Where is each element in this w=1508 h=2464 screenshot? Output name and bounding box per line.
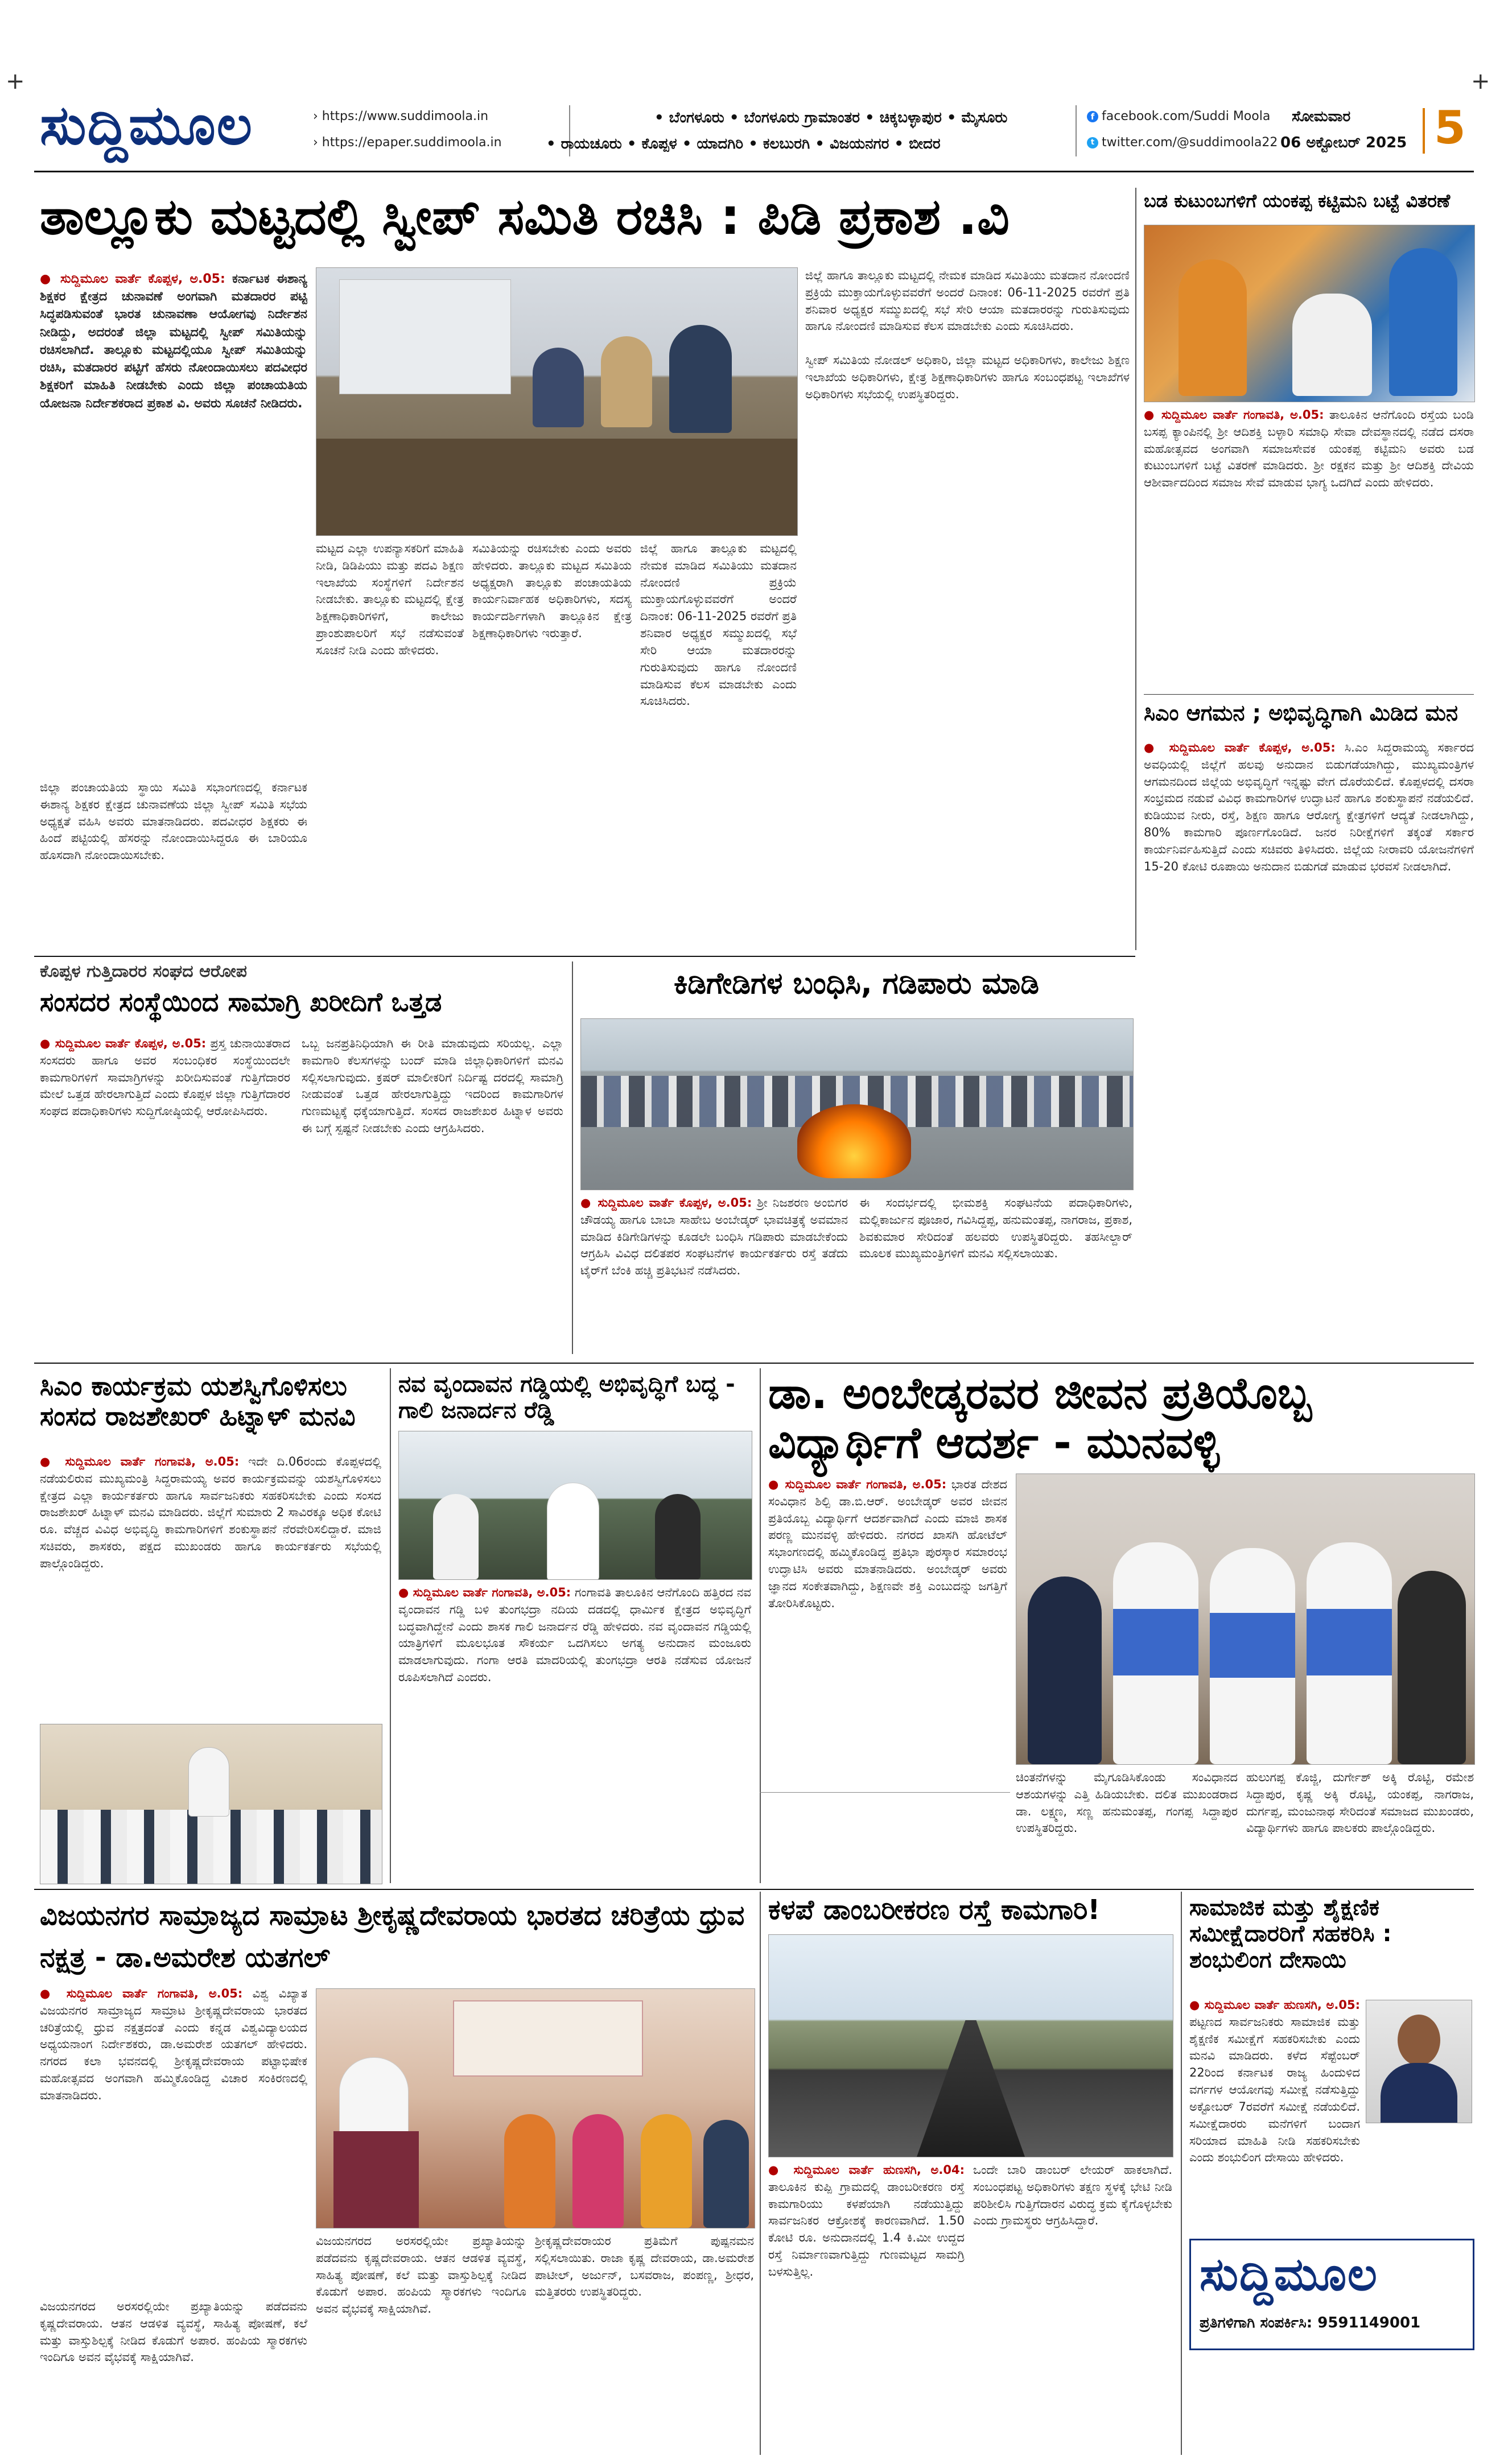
krishnadevaraya-col3: ಶ್ರೀಕೃಷ್ಣದೇವರಾಯರ ಪ್ರತಿಮೆಗೆ ಪುಷ್ಪನಮನ ಸಲ್ಲಿಸಲಾಯಿತು. ರಾಜಾ ಕೃಷ್ಣ ದೇವರಾಯ, ಡಾ.ಅಮರೇಶ ಪಾಟೀಲ್, ಅರ್ಜುನ್, ಬಸವರಾಜ, ಪಂಪಣ್ಣ, ಶ್ರೀಧರ, ಮತ್ತಿತರರು ಉಪಸ್ಥಿತರಿದ್ದರು. [535,2234,754,2299]
krishnadevaraya-photo [316,1988,755,2228]
mp-fund-dateline: ● ಸುದ್ದಿಮೂಲ ವಾರ್ತೆ ಕೊಪ್ಪಳ, ಅ.05: [40,1037,207,1050]
cities-row-1: • ಬೆಂಗಳೂರು • ಬೆಂಗಳೂರು ಗ್ರಾಮಾಂತರ • ಚಿಕ್ಕಬಳ್ಳಾಪುರ • ಮೈಸೂರು [654,109,1008,126]
subscription-ad [1189,2239,1474,2350]
protest-col2: ಈ ಸಂದರ್ಭದಲ್ಲಿ ಭೀಮಶಕ್ತಿ ಸಂಘಟನೆಯ ಪದಾಧಿಕಾರಿಗಳು, ಮಲ್ಲಿಕಾರ್ಜುನ ಪೂಜಾರ, ಗವಿಸಿದ್ದಪ್ಪ, ಹನುಮಂತಪ್ಪ, ನಾಗರಾಜ, ಪ್ರಕಾಶ, ಶಿವಕುಮಾರ ಸೇರಿದಂತೆ ಹಲವರು ಉಪಸ್ಥಿತರಿದ್ದರು. ತಹಸೀಲ್ದಾರ್ ಮೂಲಕ ಮುಖ್ಯಮಂತ್ರಿಗಳಿಗೆ ಮನವಿ ಸಲ್ಲಿಸಲಾಯಿತು. [859,1196,1132,1261]
person-silhouette [533,348,584,427]
blanket-dateline: ● ಸುದ್ದಿಮೂಲ ವಾರ್ತೆ ಗಂಗಾವತಿ, ಅ.05: [1144,408,1324,422]
vrindavan-body [398,1584,751,1883]
section-rule [34,956,1135,957]
event-banner [453,2000,643,2077]
ambedkar-headline: ಡಾ. ಅಂಬೇಡ್ಕರವರ ಜೀವನ ಪ್ರತಿಯೊಬ್ಬ ವಿದ್ಯಾರ್ಥಿಗೆ ಆದರ್ಶ - ಮುನವಳ್ಳಿ [768,1368,1312,1468]
column-divider [390,1368,391,1883]
section-rule [760,1792,1010,1793]
person-silhouette [1292,294,1372,396]
road-col1 [768,2162,965,2452]
column-divider [1135,188,1136,950]
issue-date: 06 ಅಕ್ಟೋಬರ್ 2025 [1280,134,1407,151]
sveep-col5 [805,267,1130,950]
twitter-icon: t [1087,137,1098,148]
krishnadevaraya-col1 [40,1986,307,2293]
protest-headline: ಕಿಡಿಗೇಡಿಗಳ ಬಂಧಿಸಿ, ಗಡಿಪಾರು ಮಾಡಿ [673,967,1040,1001]
protest-dateline: ● ಸುದ್ದಿಮೂಲ ವಾರ್ತೆ ಕೊಪ್ಪಳ, ಅ.05: [580,1196,752,1210]
epaper-url: https://epaper.suddimoola.in [322,135,502,150]
person-silhouette [1389,248,1457,396]
krishnadevaraya-dateline: ● ಸುದ್ದಿಮೂಲ ವಾರ್ತೆ ಗಂಗಾವತಿ, ಅ.05: [40,1987,243,2000]
road-col1-text: ತಾಲೂಕಿನ ಕುಪ್ಪಿ ಗ್ರಾಮದಲ್ಲಿ ಡಾಂಬರೀಕರಣ ರಸ್ತೆ ಕಾಮಗಾರಿಯು ಕಳಪೆಯಾಗಿ ನಡೆಯುತ್ತಿದ್ದು ಸಾರ್ವಜನಿಕರ ಆಕ್ರೋಶಕ್ಕೆ ಕಾರಣವಾಗಿದೆ. 1.50 ಕೋಟಿ ರೂ. ಅನುದಾನದಲ್ಲಿ 1.4 ಕಿ.ಮೀ ಉದ್ದದ ರಸ್ತೆ ನಿರ್ಮಾಣವಾಗುತ್ತಿದ್ದು ಗುಣಮಟ್ಟದ ಸಾಮಗ್ರಿ ಬಳಸುತ್ತಿಲ್ಲ. [768,2180,965,2279]
cm-program-body [40,1454,381,1715]
cm-visit-headline: ಸಿಎಂ ಆಗಮನ ; ಅಭಿವೃದ್ಧಿಗಾಗಿ ಮಿಡಿದ ಮನ [1144,700,1458,725]
mp-fund-headline: ಸಂಸದರ ಸಂಸ್ಥೆಯಿಂದ ಸಾಮಾಗ್ರಿ ಖರೀದಿಗೆ ಒತ್ತಡ [40,987,442,1017]
sveep-col2: ಮಟ್ಟದ ಎಲ್ಲಾ ಉಪನ್ಯಾಸಕರಿಗೆ ಮಾಹಿತಿ ನೀಡಿ, ಡಿಡಿಪಿಯು ಮತ್ತು ಪದವಿ ಶಿಕ್ಷಣ ಇಲಾಖೆಯ ಸಂಸ್ಥೆಗಳಿಗೆ ನಿರ್ದೇಶನ ನೀಡಬೇಕು. ತಾಲ್ಲೂಕು ಮಟ್ಟದಲ್ಲಿ ಕ್ಷೇತ್ರ ಶಿಕ್ಷಣಾಧಿಕಾರಿಗಳಿಗೆ, ಕಾಲೇಜು ಪ್ರಾಂಶುಪಾಲರಿಗೆ ಸಭೆ ನಡೆಸುವಂತೆ ಸೂಚನೆ ನೀಡಿ ಎಂದು ಹೇಳಿದರು. [316,542,464,657]
speaker-silhouette [188,1747,229,1817]
facebook-link[interactable] [1087,109,1270,123]
crop-mark: + [1471,68,1490,94]
road-dateline: ● ಸುದ್ದಿಮೂಲ ವಾರ್ತೆ ಹುಣಸಗಿ, ಅ.04: [768,2163,965,2177]
column-divider [760,1892,761,2455]
person-silhouette [1307,1542,1392,1764]
ambedkar-dateline: ● ಸುದ್ದಿಮೂಲ ವಾರ್ತೆ ಗಂಗಾವತಿ, ಅ.05: [768,1477,947,1491]
epaper-link[interactable]: › https://epaper.suddimoola.in [313,135,502,150]
protest-col1-text: ಶ್ರೀ ನಿಜಶರಣ ಅಂಬಿಗರ ಚೌಡಯ್ಯ ಹಾಗೂ ಬಾಬಾ ಸಾಹೇಬ ಅಂಬೇಡ್ಕರ್ ಭಾವಚಿತ್ರಕ್ಕೆ ಅವಮಾನ ಮಾಡಿದ ಕಿಡಿಗೇಡಿಗಳನ್ನು ಕೂಡಲೇ ಬಂಧಿಸಿ ಗಡಿಪಾರು ಮಾಡಬೇಕೆಂದು ಆಗ್ರಹಿಸಿ ವಿವಿಧ ದಲಿತಪರ ಸಂಘಟನೆಗಳ ಕಾರ್ಯಕರ್ತರು ರಸ್ತೆ ತಡೆದು ಟೈರ್‌ಗೆ ಬೆಂಕಿ ಹಚ್ಚಿ ಪ್ರತಿಭಟನೆ ನಡೆಸಿದರು. [580,1196,848,1278]
section-rule [34,1889,1474,1890]
protest-col1 [580,1195,848,1354]
website-url: https://www.suddimoola.in [322,109,489,123]
column-divider [760,1368,761,1883]
ambedkar-col3: ಹುಲುಗಪ್ಪ ಕೊಜ್ಜಿ, ದುರ್ಗೇಶ್ ಅಕ್ಕಿ ರೊಟ್ಟಿ, ರಮೇಶ ಸಿದ್ದಾಪುರ, ಕೃಷ್ಣ ಅಕ್ಕಿ ರೊಟ್ಟಿ, ಯಂಕಪ್ಪ, ನಾಗರಾಜ, ದುರ್ಗಪ್ಪ, ಮಂಜುನಾಥ ಸೇರಿದಂತೆ ಸಮಾಜದ ಮುಖಂಡರು, ವಿದ್ಯಾರ್ಥಿಗಳು ಹಾಗೂ ಪಾಲಕರು ಪಾಲ್ಗೊಂಡಿದ್ದರು. [1246,1770,1474,1835]
ambedkar-col2: ಚಿಂತನೆಗಳನ್ನು ಮೈಗೂಡಿಸಿಕೊಂಡು ಸಂವಿಧಾನದ ಆಶಯಗಳನ್ನು ಎತ್ತಿ ಹಿಡಿಯಬೇಕು. ದಲಿತ ಮುಖಂಡರಾದ ಡಾ. ಲಕ್ಷ್ಮಣ, ಸಣ್ಣ ಹನುಮಂತಪ್ಪ, ಗಂಗಪ್ಪ ಸಿದ್ದಾಪುರ ಉಪಸ್ಥಿತರಿದ್ದರು. [1016,1770,1238,1835]
sveep-col3: ಸಮಿತಿಯನ್ನು ರಚಿಸಬೇಕು ಎಂದು ಅವರು ಹೇಳಿದರು. ತಾಲ್ಲೂಕು ಮಟ್ಟದ ಸಮಿತಿಯ ಅಧ್ಯಕ್ಷರಾಗಿ ತಾಲ್ಲೂಕು ಪಂಚಾಯತಿಯ ಕಾರ್ಯನಿರ್ವಾಹಕ ಅಧಿಕಾರಿಗಳು, ಸದಸ್ಯ ಕಾರ್ಯದರ್ಶಿಗಳಾಗಿ ತಾಲ್ಲೂಕಿನ ಕ್ಷೇತ್ರ ಶಿಕ್ಷಣಾಧಿಕಾರಿಗಳು ಇರುತ್ತಾರೆ. [472,542,632,641]
road-col2: ಒಂದೇ ಬಾರಿ ಡಾಂಬರ್ ಲೇಯರ್ ಹಾಕಲಾಗಿದೆ. ಸಂಬಂಧಪಟ್ಟ ಅಧಿಕಾರಿಗಳು ತಕ್ಷಣ ಸ್ಥಳಕ್ಕೆ ಭೇಟಿ ನೀಡಿ ಪರಿಶೀಲಿಸಿ ಗುತ್ತಿಗೆದಾರನ ವಿರುದ್ಧ ಕ್ರಮ ಕೈಗೊಳ್ಳಬೇಕು ಎಂದು ಗ್ರಾಮಸ್ಥರು ಆಗ್ರಹಿಸಿದ್ದಾರೆ. [973,2163,1172,2228]
sveep-col5-text: ಸ್ವೀಪ್ ಸಮಿತಿಯ ನೋಡಲ್ ಅಧಿಕಾರಿ, ಜಿಲ್ಲಾ ಮಟ್ಟದ ಅಧಿಕಾರಿಗಳು, ಕಾಲೇಜು ಶಿಕ್ಷಣ ಇಲಾಖೆಯ ಅಧಿಕಾರಿಗಳು, ಕ್ಷೇತ್ರ ಶಿಕ್ಷಣಾಧಿಕಾರಿಗಳು ಹಾಗೂ ಸಂಬಂಧಪಟ್ಟ ಇಲಾಖೆಗಳ ಅಧಿಕಾರಿಗಳು ಸಭೆಯಲ್ಲಿ ಉಪಸ್ಥಿತರಿದ್ದರು. [805,353,1130,401]
page-number: 5 [1434,101,1466,154]
person-silhouette [504,2114,555,2228]
road-headline: ಕಳಪೆ ಡಾಂಬರೀಕರಣ ರಸ್ತೆ ಕಾಮಗಾರಿ! [768,1894,1101,1926]
social-headline: ಸಾಮಾಜಿಕ ಮತ್ತು ಶೈಕ್ಷಣಿಕ ಸಮೀಕ್ಷೆದಾರರಿಗೆ ಸಹಕರಿಸಿ : ಶಂಭುಲಿಂಗ ದೇಸಾಯಿ [1189,1895,1392,1973]
fire [797,1104,911,1178]
blanket-text: ತಾಲೂಕಿನ ಆನೆಗೊಂದಿ ರಸ್ತೆಯ ಬಂಡಿ ಬಸಪ್ಪ ಕ್ಯಾಂಪಿನಲ್ಲಿ ಶ್ರೀ ಆದಿಶಕ್ತಿ ಬಳ್ಳಾರಿ ಸಮಾಧಿ ಸೇವಾ ದೇವಸ್ಥಾನದಲ್ಲಿ ನಡೆದ ದಸರಾ ಮಹೋತ್ಸವದ ಅಂಗವಾಗಿ ಸಮಾಜಸೇವಕ ಯಂಕಪ್ಪ ಕಟ್ಟಿಮನಿ ಅವರು ಬಡ ಕುಟುಂಬಗಳಿಗೆ ಬಟ್ಟೆ ವಿತರಣೆ ಮಾಡಿದರು. ಶ್ರೀ ರಕ್ಷಕನ ಮತ್ತು ಶ್ರೀ ಆದಿಶಕ್ತಿ ದೇವಿಯ ಆಶೀರ್ವಾದದಿಂದ ಸಮಾಜ ಸೇವೆ ಮಾಡುವ ಭಾಗ್ಯ ಒದಗಿದೆ ಎಂದು ಹೇಳಿದರು. [1144,408,1474,490]
blanket-headline: ಬಡ ಕುಟುಂಬಗಳಿಗೆ ಯಂಕಪ್ಪ ಕಟ್ಟಿಮನಿ ಬಟ್ಟೆ ವಿತರಣೆ [1144,190,1451,212]
protest-photo [580,1018,1134,1190]
social-portrait [1366,2000,1472,2123]
audience [40,1810,382,1884]
portrait-face [1398,2015,1440,2066]
krishnadevaraya-headline: ವಿಜಯನಗರ ಸಾಮ್ರಾಜ್ಯದ ಸಾಮ್ರಾಟ ಶ್ರೀಕೃಷ್ಣದೇವರಾಯ ಭಾರತದ ಚರಿತ್ರೆಯ ಧ್ರುವ ನಕ್ಷತ್ರ - ಡಾ.ಅಮರೇಶ ಯತಗಲ್ [40,1900,745,1974]
crop-mark: + [6,68,25,94]
sveep-headline: ತಾಲ್ಲೂಕು ಮಟ್ಟದಲ್ಲಿ ಸ್ವೀಪ್ ಸಮಿತಿ ರಚಿಸಿ : ಪಿಡಿ ಪ್ರಕಾಶ .ವಿ [40,187,1010,246]
page-number-divider [1423,108,1425,154]
mp-fund-col1 [40,1035,290,1354]
ambedkar-col1-text: ಭಾರತ ದೇಶದ ಸಂವಿಧಾನ ಶಿಲ್ಪಿ ಡಾ.ಬಿ.ಆರ್. ಅಂಬೇಡ್ಕರ್ ಅವರ ಜೀವನ ಪ್ರತಿಯೊಬ್ಬ ವಿದ್ಯಾರ್ಥಿಗೆ ಆದರ್ಶವಾಗಿದೆ ಎಂದು ಮಾಜಿ ಶಾಸಕ ಪರಣ್ಣ ಮುನವಳ್ಳಿ ಹೇಳಿದರು. ನಗರದ ಖಾಸಗಿ ಹೋಟೆಲ್ ಸಭಾಂಗಣದಲ್ಲಿ ಹಮ್ಮಿಕೊಂಡಿದ್ದ ಪ್ರತಿಭಾ ಪುರಸ್ಕಾರ ಸಮಾರಂಭ ಉದ್ಘಾಟಿಸಿ ಅವರು ಮಾತನಾಡಿದರು. ಅಂಬೇಡ್ಕರ್ ಅವರು ಜ್ಞಾನದ ಸಂಕೇತವಾಗಿದ್ದು, ಶಿಕ್ಷಣವೇ ಶಕ್ತಿ ಎಂಬುದನ್ನು ಜಗತ್ತಿಗೆ ತೋರಿಸಿಕೊಟ್ಟರು. [768,1477,1007,1610]
sveep-lead [40,270,307,777]
masthead-rule [34,171,1474,172]
person-silhouette [641,2114,692,2228]
facebook-handle: facebook.com/Suddi Moola [1102,109,1271,123]
cm-visit-text: ಸಿ.ಎಂ ಸಿದ್ದರಾಮಯ್ಯ ಸರ್ಕಾರದ ಅವಧಿಯಲ್ಲಿ ಜಿಲ್ಲೆಗೆ ಹಲವು ಅನುದಾನ ಬಿಡುಗಡೆಯಾಗಿದ್ದು, ಮುಖ್ಯಮಂತ್ರಿಗಳ ಆಗಮನದಿಂದ ಜಿಲ್ಲೆಯ ಅಭಿವೃದ್ಧಿಗೆ ಇನ್ನಷ್ಟು ವೇಗ ದೊರೆಯಲಿದೆ. ಕೊಪ್ಪಳದಲ್ಲಿ ದಸರಾ ಸಂಭ್ರಮದ ನಡುವೆ ವಿವಿಧ ಕಾಮಗಾರಿಗಳ ಉದ್ಘಾಟನೆ ಹಾಗೂ ಶಂಕುಸ್ಥಾಪನೆ ನಡೆಯಲಿದೆ. ಕುಡಿಯುವ ನೀರು, ರಸ್ತೆ, ಶಿಕ್ಷಣ ಹಾಗೂ ಆರೋಗ್ಯ ಕ್ಷೇತ್ರಗಳಿಗೆ ಆದ್ಯತೆ ನೀಡಲಾಗಿದ್ದು, 80% ಕಾಮಗಾರಿ ಪೂರ್ಣಗೊಂಡಿದೆ. ಜನರ ನಿರೀಕ್ಷೆಗಳಿಗೆ ತಕ್ಕಂತೆ ಸರ್ಕಾರ ಕಾರ್ಯನಿರ್ವಹಿಸುತ್ತಿದೆ ಎಂದು ಸಚಿವರು ತಿಳಿಸಿದರು. ಜಿಲ್ಲೆಯ ನೀರಾವರಿ ಯೋಜನೆಗಳಿಗೆ 15-20 ಕೋಟಿ ರೂಪಾಯಿ ಅನುದಾನ ಬಿಡುಗಡೆ ಮಾಡುವ ಭರವಸೆ ನೀಡಲಾಗಿದೆ. [1144,741,1474,873]
vrindavan-photo [398,1431,752,1580]
sveep-lead-text: ಕರ್ನಾಟಕ ಈಶಾನ್ಯ ಶಿಕ್ಷಕರ ಕ್ಷೇತ್ರದ ಚುನಾವಣೆ ಅಂಗವಾಗಿ ಮತದಾರರ ಪಟ್ಟಿ ಸಿದ್ಧಪಡಿಸುವಂತೆ ಭಾರತ ಚುನಾವಣಾ ಆಯೋಗವು ನಿರ್ದೇಶನ ನೀಡಿದ್ದು, ಅದರಂತೆ ಜಿಲ್ಲಾ ಮಟ್ಟದಲ್ಲಿ ಸ್ವೀಪ್ ಸಮಿತಿಯನ್ನು ರಚಿಸಲಾಗಿದೆ. ತಾಲ್ಲೂಕು ಮಟ್ಟದಲ್ಲಿಯೂ ಸ್ವೀಪ್ ಸಮಿತಿಯನ್ನು ರಚಿಸಿ, ಮತದಾರರ ಪಟ್ಟಿಗೆ ಹೆಸರು ನೋಂದಾಯಿಸಲು ಪದವೀಧರ ಶಿಕ್ಷಕರಿಗೆ ಮಾಹಿತಿ ನೀಡಬೇಕು ಎಂದು ಜಿಲ್ಲಾ ಪಂಚಾಯತಿಯ ಯೋಜನಾ ನಿರ್ದೇಶಕರಾದ ಪ್ರಕಾಶ ವಿ. ಅವರು ಸೂಚನೆ ನೀಡಿದರು. [40,272,307,411]
krishnadevaraya-col2: ವಿಜಯನಗರದ ಅರಸರಲ್ಲಿಯೇ ಪ್ರಖ್ಯಾತಿಯನ್ನು ಪಡೆದವನು ಕೃಷ್ಣದೇವರಾಯ. ಆತನ ಆಡಳಿತ ವ್ಯವಸ್ಥೆ, ಸಾಹಿತ್ಯ ಪೋಷಣೆ, ಕಲೆ ಮತ್ತು ವಾಸ್ತುಶಿಲ್ಪಕ್ಕೆ ನೀಡಿದ ಕೊಡುಗೆ ಅಪಾರ. ಹಂಪಿಯ ಸ್ಮಾರಕಗಳು ಇಂದಿಗೂ ಅವನ ವೈಭವಕ್ಕೆ ಸಾಕ್ಷಿಯಾಗಿವೆ. [316,2234,526,2316]
sveep-col1: ಜಿಲ್ಲಾ ಪಂಚಾಯತಿಯ ಸ್ಥಾಯಿ ಸಮಿತಿ ಸಭಾಂಗಣದಲ್ಲಿ ಕರ್ನಾಟಕ ಈಶಾನ್ಯ ಶಿಕ್ಷಕರ ಕ್ಷೇತ್ರದ ಚುನಾವಣೆಯ ಜಿಲ್ಲಾ ಸ್ವೀಪ್ ಸಮಿತಿ ಸಭೆಯ ಅಧ್ಯಕ್ಷತೆ ವಹಿಸಿ ಅವರು ಮಾತನಾಡಿದರು. ಪದವೀಧರ ಶಿಕ್ಷಕರು ಈ ಹಿಂದೆ ಪಟ್ಟಿಯಲ್ಲಿ ಹೆಸರನ್ನು ನೋಂದಾಯಿಸಿದ್ದರೂ ಈ ಬಾರಿಯೂ ಹೊಸದಾಗಿ ನೋಂದಾಯಿಸಬೇಕು. [40,781,307,862]
twitter-handle: twitter.com/@suddimoola22 [1102,135,1278,150]
ad-contact: ಪ್ರತಿಗಳಿಗಾಗಿ ಸಂಪರ್ಕಿಸಿ: 9591149001 [1200,2314,1421,2331]
blanket-body [1144,407,1474,688]
road-surface [917,2020,1025,2157]
projector-screen [339,279,511,394]
masthead-divider [1076,105,1077,156]
road-photo [768,1934,1173,2157]
twitter-link[interactable] [1087,135,1278,150]
social-text: ಪಟ್ಟಣದ ಸಾರ್ವಜನಿಕರು ಸಾಮಾಜಿಕ ಮತ್ತು ಶೈಕ್ಷಣಿಕ ಸಮೀಕ್ಷೆಗೆ ಸಹಕರಿಸಬೇಕು ಎಂದು ಮನವಿ ಮಾಡಿದರು. ಕಳೆದ ಸೆಪ್ಟೆಂಬರ್ 22ರಿಂದ ಕರ್ನಾಟಕ ರಾಜ್ಯ ಹಿಂದುಳಿದ ವರ್ಗಗಳ ಆಯೋಗವು ಸಮೀಕ್ಷೆ ನಡೆಸುತ್ತಿದ್ದು ಅಕ್ಟೋಬರ್ 7ರವರೆಗೆ ಸಮೀಕ್ಷೆ ನಡೆಯಲಿದೆ. ಸಮೀಕ್ಷೆದಾರರು ಮನೆಗಳಿಗೆ ಬಂದಾಗ ಸರಿಯಾದ ಮಾಹಿತಿ ನೀಡಿ ಸಹಕರಿಸಬೇಕು ಎಂದು ಶಂಭುಲಿಂಗ ದೇಸಾಯಿ ಹೇಳಿದರು. [1189,2015,1360,2165]
person-silhouette [1210,1548,1295,1764]
person-silhouette [1028,1576,1102,1764]
person-silhouette [547,1483,599,1580]
issue-day: ಸೋಮವಾರ [1292,108,1351,125]
social-body [1189,1997,1360,2230]
facebook-icon: f [1087,111,1098,122]
section-rule [34,1363,1474,1364]
cm-visit-body [1144,740,1474,1365]
cities-row-2: • ರಾಯಚೂರು • ಕೊಪ್ಪಳ • ಯಾದಗಿರಿ • ಕಲಬುರಗಿ • ವಿಜಯನಗರ • ಬೀದರ [546,135,941,152]
vrindavan-dateline: ● ಸುದ್ದಿಮೂಲ ವಾರ್ತೆ ಗಂಗಾವತಿ, ಅ.05: [398,1586,571,1599]
masthead-logo: ಸುದ್ದಿಮೂಲ [40,93,254,157]
section-rule [1144,694,1474,695]
ambedkar-col1 [768,1476,1007,1784]
cm-program-photo [40,1724,382,1884]
mp-fund-col2: ಒಬ್ಬ ಜನಪ್ರತಿನಿಧಿಯಾಗಿ ಈ ರೀತಿ ಮಾಡುವುದು ಸರಿಯಲ್ಲ. ಎಲ್ಲಾ ಕಾಮಗಾರಿ ಕೆಲಸಗಳನ್ನು ಬಂದ್ ಮಾಡಿ ಜಿಲ್ಲಾಧಿಕಾರಿಗಳಿಗೆ ಮನವಿ ಸಲ್ಲಿಸಲಾಗುವುದು. ಕ್ರಷರ್ ಮಾಲೀಕರಿಗೆ ನಿರ್ದಿಷ್ಟ ದರದಲ್ಲಿ ಸಾಮಾಗ್ರಿ ನೀಡುವಂತೆ ಒತ್ತಡ ಹೇರಲಾಗುತ್ತಿದ್ದು ಇದರಿಂದ ಕಾಮಗಾರಿಗಳ ಗುಣಮಟ್ಟಕ್ಕೆ ಧಕ್ಕೆಯಾಗುತ್ತಿದೆ. ಸಂಸದ ರಾಜಶೇಖರ ಹಿಟ್ನಾಳ ಅವರು ಈ ಬಗ್ಗೆ ಸ್ಪಷ್ಟನೆ ನೀಡಬೇಕು ಎಂದು ಆಗ್ರಹಿಸಿದರು. [302,1037,563,1136]
portrait-suit [1381,2063,1457,2123]
podium [333,2131,419,2228]
column-divider [572,961,573,1354]
column-divider [1181,1892,1182,2455]
person-silhouette [572,2114,624,2228]
sveep-col4-cont: ಜಿಲ್ಲೆ ಹಾಗೂ ತಾಲ್ಲೂಕು ಮಟ್ಟದಲ್ಲಿ ನೇಮಕ ಮಾಡಿದ ಸಮಿತಿಯು ಮತದಾನ ನೋಂದಣಿ ಪ್ರಕ್ರಿಯೆ ಮುಕ್ತಾಯಗೊಳ್ಳುವವರೆಗೆ ಅಂದರೆ ದಿನಾಂಕ: 06-11-2025 ರವರೆಗೆ ಪ್ರತಿ ಶನಿವಾರ ಅಧ್ಯಕ್ಷರ ಸಮ್ಮುಖದಲ್ಲಿ ಸಭೆ ಸೇರಿ ಆಯಾ ಮತದಾರರನ್ನು ಗುರುತಿಸುವುದು ಹಾಗೂ ನೋಂದಣಿ ಮಾಡಿಸುವ ಕೆಲಸ ಮಾಡಬೇಕು ಎಂದು ಸೂಚಿಸಿದರು. [805,269,1130,333]
person-silhouette [1398,1571,1466,1764]
social-dateline: ● ಸುದ್ದಿಮೂಲ ವಾರ್ತೆ ಹುಣಸಗಿ, ಅ.05: [1189,1998,1360,2012]
person-silhouette [1179,259,1247,396]
website-link[interactable]: › https://www.suddimoola.in [313,109,489,123]
ad-logo: ಸುದ್ದಿಮೂಲ [1200,2248,1378,2301]
mp-fund-kicker: ಕೊಪ್ಪಳ ಗುತ್ತಿದಾರರ ಸಂಘದ ಆರೋಪ [40,961,247,981]
person-silhouette [1113,1542,1198,1764]
vrindavan-text: ಗಂಗಾವತಿ ತಾಲೂಕಿನ ಆನೆಗೊಂದಿ ಹತ್ತಿರದ ನವ ವೃಂದಾವನ ಗಡ್ಡಿ ಬಳಿ ತುಂಗಭದ್ರಾ ನದಿಯ ದಡದಲ್ಲಿ ಧಾರ್ಮಿಕ ಕ್ಷೇತ್ರದ ಅಭಿವೃದ್ಧಿಗೆ ಬದ್ಧವಾಗಿದ್ದೇನೆ ಎಂದು ಶಾಸಕ ಗಾಲಿ ಜನಾರ್ದನ ರೆಡ್ಡಿ ಹೇಳಿದರು. ನವ ವೃಂದಾವನ ಗಡ್ಡಿಯಲ್ಲಿ ಯಾತ್ರಿಗಳಿಗೆ ಮೂಲಭೂತ ಸೌಕರ್ಯ ಒದಗಿಸಲು ಅಗತ್ಯ ಅನುದಾನ ಮಂಜೂರು ಮಾಡಲಾಗುವುದು. ಗಂಗಾ ಆರತಿ ಮಾದರಿಯಲ್ಲಿ ತುಂಗಭದ್ರಾ ಆರತಿ ನಡೆಸುವ ಯೋಜನೆ ರೂಪಿಸಲಾಗಿದೆ ಎಂದರು. [398,1586,751,1685]
vrindavan-headline: ನವ ವೃಂದಾವನ ಗಡ್ಡಿಯಲ್ಲಿ ಅಭಿವೃದ್ಧಿಗೆ ಬದ್ಧ - ಗಾಲಿ ಜನಾರ್ದನ ರೆಡ್ಡಿ [398,1371,735,1423]
cm-program-text: ಇದೇ ದಿ.06ರಂದು ಕೊಪ್ಪಳದಲ್ಲಿ ನಡೆಯಲಿರುವ ಮುಖ್ಯಮಂತ್ರಿ ಸಿದ್ದರಾಮಯ್ಯ ಅವರ ಕಾರ್ಯಕ್ರಮವನ್ನು ಯಶಸ್ವಿಗೊಳಿಸಲು ಕ್ಷೇತ್ರದ ಎಲ್ಲಾ ಕಾರ್ಯಕರ್ತರು ಹಾಗೂ ಸಾರ್ವಜನಿಕರು ಸಹಕರಿಸಬೇಕು ಎಂದು ಸಂಸದ ರಾಜಶೇಖರ್ ಹಿಟ್ನಾಳ್ ಮನವಿ ಮಾಡಿದರು. ಜಿಲ್ಲೆಗೆ ಸುಮಾರು 2 ಸಾವಿರಕ್ಕೂ ಅಧಿಕ ಕೋಟಿ ರೂ. ವೆಚ್ಚದ ವಿವಿಧ ಅಭಿವೃದ್ಧಿ ಕಾಮಗಾರಿಗಳಿಗೆ ಶಂಕುಸ್ಥಾಪನೆ ನೆರವೇರಿಸಲಿದ್ದಾರೆ. ಮಾಜಿ ಸಚಿವರು, ಶಾಸಕರು, ಪಕ್ಷದ ಮುಖಂಡರು ಹಾಗೂ ಕಾರ್ಯಕರ್ತರು ಸಭೆಯಲ್ಲಿ ಪಾಲ್ಗೊಂಡಿದ್ದರು. [40,1455,381,1570]
person-silhouette [655,1494,701,1579]
blanket-photo [1144,225,1475,402]
cm-program-headline: ಸಿಎಂ ಕಾರ್ಯಕ್ರಮ ಯಶಸ್ವಿಗೊಳಿಸಲು ಸಂಸದ ರಾಜಶೇಖರ್ ಹಿಟ್ನಾಳ್ ಮನವಿ [40,1371,356,1431]
mp-fund-col1-text: ಪ್ರಸ್ತ ಚುನಾಯಿತರಾದ ಸಂಸದರು ಹಾಗೂ ಅವರ ಸಂಬಂಧಿಕರ ಸಂಸ್ಥೆಯಿಂದಲೇ ಕಾಮಗಾರಿಗಳಿಗೆ ಸಾಮಾಗ್ರಿಗಳನ್ನು ಖರೀದಿಸುವಂತೆ ಗುತ್ತಿಗೆದಾರರ ಮೇಲೆ ಒತ್ತಡ ಹೇರಲಾಗುತ್ತಿದೆ ಎಂದು ಕೊಪ್ಪಳ ಜಿಲ್ಲಾ ಗುತ್ತಿಗೆದಾರರ ಸಂಘದ ಪದಾಧಿಕಾರಿಗಳು ಸುದ್ದಿಗೋಷ್ಠಿಯಲ್ಲಿ ಆರೋಪಿಸಿದರು. [40,1037,290,1119]
krishnadevaraya-col1-cont: ವಿಜಯನಗರದ ಅರಸರಲ್ಲಿಯೇ ಪ್ರಖ್ಯಾತಿಯನ್ನು ಪಡೆದವನು ಕೃಷ್ಣದೇವರಾಯ. ಆತನ ಆಡಳಿತ ವ್ಯವಸ್ಥೆ, ಸಾಹಿತ್ಯ ಪೋಷಣೆ, ಕಲೆ ಮತ್ತು ವಾಸ್ತುಶಿಲ್ಪಕ್ಕೆ ನೀಡಿದ ಕೊಡುಗೆ ಅಪಾರ. ಹಂಪಿಯ ಸ್ಮಾರಕಗಳು ಇಂದಿಗೂ ಅವನ ವೈಭವಕ್ಕೆ ಸಾಕ್ಷಿಯಾಗಿವೆ. [40,2300,307,2364]
conference-table [316,439,797,535]
sveep-meeting-photo [316,267,798,536]
ambedkar-photo [1016,1474,1475,1765]
sveep-dateline: ● ಸುದ್ದಿಮೂಲ ವಾರ್ತೆ ಕೊಪ್ಪಳ, ಅ.05: [40,272,225,286]
sveep-col4: ಜಿಲ್ಲೆ ಹಾಗೂ ತಾಲ್ಲೂಕು ಮಟ್ಟದಲ್ಲಿ ನೇಮಕ ಮಾಡಿದ ಸಮಿತಿಯು ಮತದಾನ ನೋಂದಣಿ ಪ್ರಕ್ರಿಯೆ ಮುಕ್ತಾಯಗೊಳ್ಳುವವರೆಗೆ ಅಂದರೆ ದಿನಾಂಕ: 06-11-2025 ರವರೆಗೆ ಪ್ರತಿ ಶನಿವಾರ ಅಧ್ಯಕ್ಷರ ಸಮ್ಮುಖದಲ್ಲಿ ಸಭೆ ಸೇರಿ ಆಯಾ ಮತದಾರರನ್ನು ಗುರುತಿಸುವುದು ಹಾಗೂ ನೋಂದಣಿ ಮಾಡಿಸುವ ಕೆಲಸ ಮಾಡಬೇಕು ಎಂದು ಸೂಚಿಸಿದರು. [640,542,797,708]
person-silhouette [433,1494,479,1579]
cm-visit-dateline: ● ಸುದ್ದಿಮೂಲ ವಾರ್ತೆ ಕೊಪ್ಪಳ, ಅ.05: [1144,741,1336,754]
krishnadevaraya-col1-text: ವಿಶ್ವ ವಿಖ್ಯಾತ ವಿಜಯನಗರ ಸಾಮ್ರಾಜ್ಯದ ಸಾಮ್ರಾಟ ಶ್ರೀಕೃಷ್ಣದೇವರಾಯ ಭಾರತದ ಚರಿತ್ರೆಯಲ್ಲಿ ಧ್ರುವ ನಕ್ಷತ್ರದಂತೆ ಎಂದು ಕನ್ನಡ ವಿಶ್ವವಿದ್ಯಾಲಯದ ಅಧ್ಯಯನಾಂಗ ನಿರ್ದೇಶಕರು, ಡಾ.ಅಮರೇಶ ಯತಗಲ್ ಹೇಳಿದರು. ನಗರದ ಕಲಾ ಭವನದಲ್ಲಿ ಶ್ರೀಕೃಷ್ಣದೇವರಾಯ ಪಟ್ಟಾಭಿಷೇಕ ಮಹೋತ್ಸವದ ಅಂಗವಾಗಿ ಹಮ್ಮಿಕೊಂಡಿದ್ದ ವಿಚಾರ ಸಂಕಿರಣದಲ್ಲಿ ಮಾತನಾಡಿದರು. [40,1987,307,2102]
person-silhouette [669,325,732,433]
person-silhouette [703,2120,749,2228]
person-silhouette [601,336,652,427]
cm-program-dateline: ● ಸುದ್ದಿಮೂಲ ವಾರ್ತೆ ಗಂಗಾವತಿ, ಅ.05: [40,1455,240,1468]
